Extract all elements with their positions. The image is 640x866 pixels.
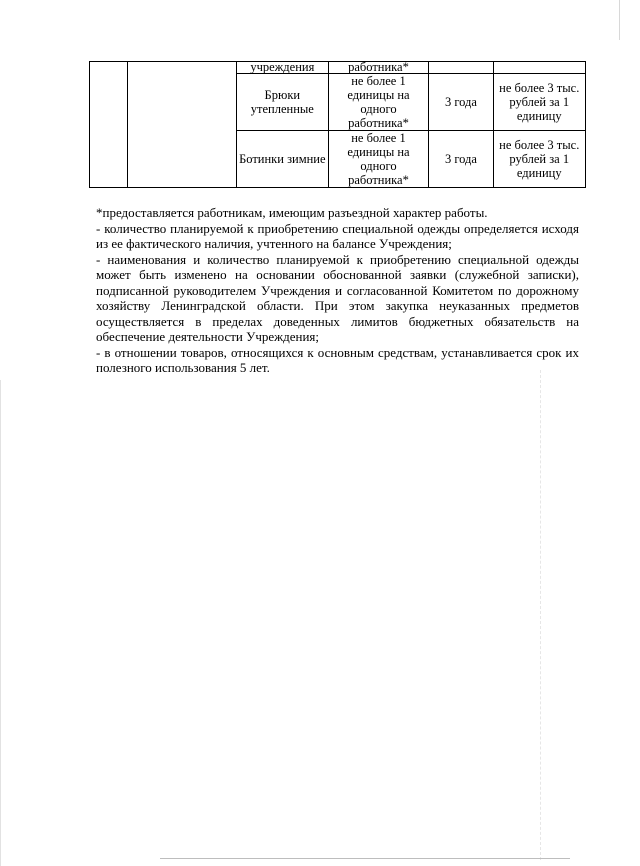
note-paragraph: - наименования и количество планируемой к приобретению специальной одежды может быть изменено на основании обоснованной заявки (служебной записки), подписанной руководителем Учреждения и согласованной Комитетом по дорожному хозяйству Ленинградской области. При этом закупка неуказанных предметов осуществляется в пределах доведенных лимитов бюджетных обязательств на обеспечение деятельности Учреждения; — [96, 251, 579, 344]
table-cell-period: 3 года — [429, 131, 493, 188]
scan-artifact-line — [160, 858, 570, 859]
table-cell-item: Ботинки зимние — [237, 131, 328, 188]
table-cell-period: 3 года — [429, 74, 493, 131]
scan-artifact-line — [540, 370, 542, 860]
clothing-norms-table — [89, 61, 586, 188]
table-cell-price: не более 3 тыс. рублей за 1 единицу — [493, 131, 586, 188]
table-cell-position — [127, 62, 236, 188]
note-paragraph: - количество планируемой к приобретению специальной одежды определяется исходя из ее фактического наличия, учтенного на балансе Учреждения; — [96, 220, 579, 251]
table-cell-norm: работника* — [328, 62, 429, 74]
table-cell-item: учреждения — [237, 62, 328, 74]
table-cell-price — [493, 62, 586, 74]
table-cell-norm: не более 1 единицы на одного работника* — [328, 74, 429, 131]
table-cell-price: не более 3 тыс. рублей за 1 единицу — [493, 74, 586, 131]
notes-block — [96, 205, 579, 376]
scan-artifact-line — [619, 0, 620, 40]
table-cell-period — [429, 62, 493, 74]
table-row — [90, 62, 586, 74]
footnote-paragraph: *предоставляется работникам, имеющим разъездной характер работы. — [96, 205, 488, 220]
table-cell-norm: не более 1 единицы на одного работника* — [328, 131, 429, 188]
scan-artifact-line — [0, 380, 1, 866]
note-paragraph: - в отношении товаров, относящихся к основным средствам, устанавливается срок их полезного использования 5 лет. — [96, 344, 579, 375]
table-cell-number — [90, 62, 128, 188]
table-cell-item: Брюки утепленные — [237, 74, 328, 131]
